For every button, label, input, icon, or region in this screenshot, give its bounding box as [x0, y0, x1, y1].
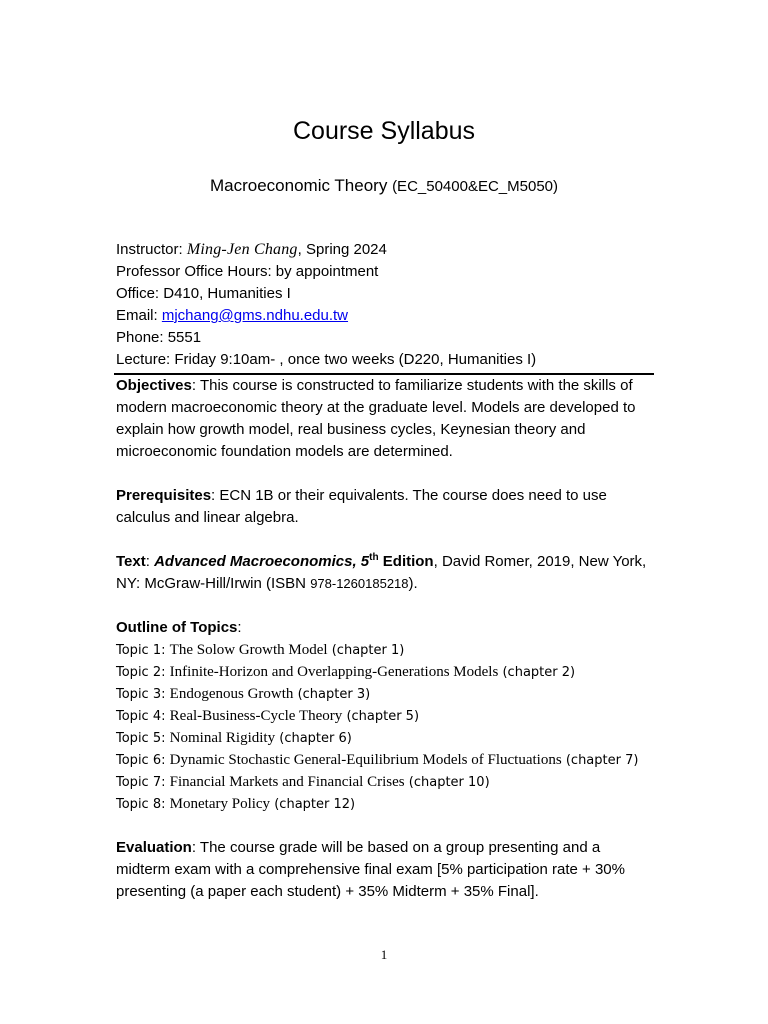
text-section	[116, 551, 656, 595]
page-number: 1	[380, 947, 388, 962]
topic-name: Nominal Rigidity	[169, 730, 276, 746]
topic-chapter: (chapter 10)	[408, 775, 490, 790]
book-title: Advanced Macroeconomics, 5	[154, 553, 370, 570]
syllabus-body	[116, 375, 656, 925]
prerequisites-label: Prerequisites	[116, 487, 212, 504]
book-details-close: ).	[408, 575, 418, 592]
evaluation-label: Evaluation	[116, 839, 192, 856]
topic-chapter: (chapter 7)	[565, 753, 639, 768]
topic-name: Monetary Policy	[169, 796, 271, 812]
list-item	[116, 639, 656, 661]
book-details: , David Romer, 2019, New York, NY: McGraw-Hill/Irwin (ISBN	[116, 553, 647, 592]
evaluation-text: : The course grade will be based on a group presenting and a midterm exam with a comprehensive final exam [5% participation rate + 30% presenting (a paper each student) + 35% Midterm + 35% Final].	[116, 839, 625, 900]
outline-label: Outline of Topics	[116, 619, 238, 636]
list-item	[116, 705, 656, 727]
objectives-label: Objectives	[116, 377, 192, 394]
topic-label: Topic 3:	[116, 687, 166, 702]
list-item	[116, 661, 656, 683]
email-label: Email:	[116, 307, 158, 324]
topic-chapter: (chapter 1)	[331, 643, 405, 658]
email-line	[116, 305, 656, 327]
text-colon: :	[145, 553, 155, 570]
semester: , Spring 2024	[297, 241, 387, 258]
topic-name: Dynamic Stochastic General-Equilibrium Models of Fluctuations	[169, 752, 562, 768]
outline-colon: :	[237, 619, 242, 636]
outline-heading	[116, 617, 656, 639]
course-info	[116, 239, 656, 371]
prerequisites-section	[116, 485, 656, 529]
topic-name: Infinite-Horizon and Overlapping-Generations Models	[169, 664, 499, 680]
evaluation-section	[116, 837, 656, 903]
course-name: Macroeconomic Theory	[210, 176, 388, 195]
email-link[interactable]: mjchang@gms.ndhu.edu.tw	[161, 307, 349, 324]
course-code: (EC_50400&EC_M5050)	[392, 178, 558, 195]
instructor-label: Instructor:	[116, 241, 183, 258]
list-item	[116, 727, 656, 749]
text-label: Text	[116, 553, 146, 570]
topic-label: Topic 4:	[116, 709, 166, 724]
outline-section	[116, 617, 656, 815]
topic-name: Real-Business-Cycle Theory	[169, 708, 343, 724]
phone: Phone: 5551	[116, 329, 202, 346]
book-isbn: 978-1260185218	[310, 576, 409, 591]
topic-name: The Solow Growth Model	[169, 642, 328, 658]
objectives-section	[116, 375, 656, 463]
topic-chapter: (chapter 3)	[297, 687, 371, 702]
instructor-line	[116, 239, 656, 261]
topic-label: Topic 8:	[116, 797, 166, 812]
topic-label: Topic 2:	[116, 665, 166, 680]
topic-label: Topic 6:	[116, 753, 166, 768]
topic-chapter: (chapter 5)	[346, 709, 420, 724]
topic-label: Topic 1:	[116, 643, 166, 658]
lecture-time: Lecture: Friday 9:10am- , once two weeks (D220, Humanities I)	[116, 351, 537, 368]
topic-label: Topic 7:	[116, 775, 166, 790]
course-subtitle	[0, 174, 768, 199]
topic-name: Endogenous Growth	[169, 686, 294, 702]
topic-chapter: (chapter 2)	[502, 665, 576, 680]
edition-label: Edition	[378, 553, 434, 570]
edition-superscript: th	[369, 552, 379, 563]
page-title: Course Syllabus	[292, 117, 476, 145]
topic-name: Financial Markets and Financial Crises	[169, 774, 405, 790]
list-item	[116, 749, 656, 771]
office-hours: Professor Office Hours: by appointment	[116, 263, 379, 280]
topic-label: Topic 5:	[116, 731, 166, 746]
objectives-text: : This course is constructed to familiarize students with the skills of modern macroeconomic theory at the graduate level. Models are developed to explain how growth model, real business cycles, Keynesian theory and microeconomic foundation models are determined.	[116, 377, 636, 460]
list-item	[116, 793, 656, 815]
topic-chapter: (chapter 6)	[279, 731, 352, 746]
instructor-signature: Ming-Jen Chang	[186, 241, 298, 258]
prerequisites-text: : ECN 1B or their equivalents. The course does need to use calculus and linear algebra.	[116, 487, 607, 526]
list-item	[116, 771, 656, 793]
topic-chapter: (chapter 12)	[274, 797, 356, 812]
list-item	[116, 683, 656, 705]
office-location: Office: D410, Humanities I	[116, 285, 291, 302]
